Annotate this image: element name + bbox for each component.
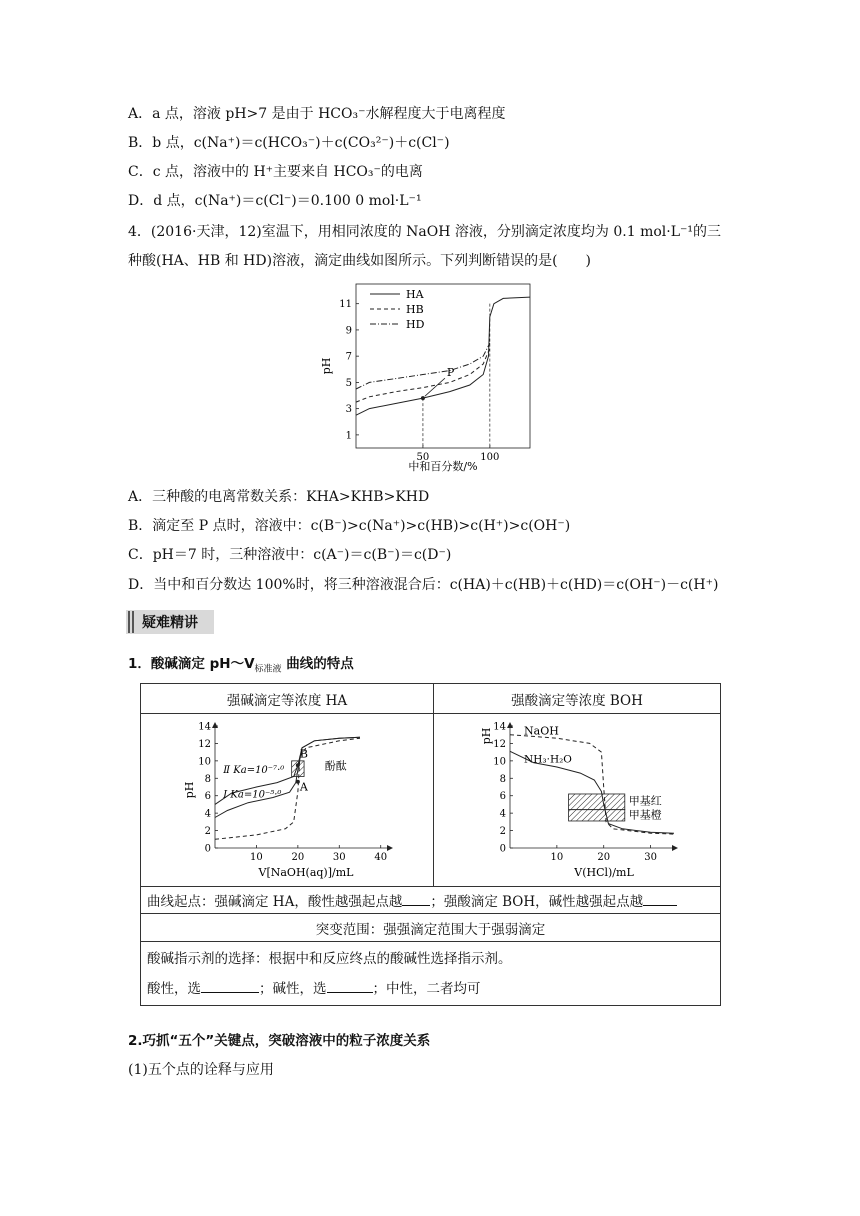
- y-tick-label: 2: [499, 826, 506, 838]
- x-arrow-icon: [387, 845, 393, 851]
- methyl-red-range: [569, 794, 625, 810]
- y-axis-label: pH: [320, 357, 333, 375]
- heading-3: (1)五个点的诠释与应用: [128, 1062, 274, 1078]
- x-arrow-icon: [672, 845, 678, 851]
- y-tick-label: 10: [493, 756, 506, 768]
- y-axis-label: pH: [480, 727, 493, 745]
- q3-option-c: C．c 点，溶液中的 H⁺主要来自 HCO₃⁻的电离: [128, 164, 423, 180]
- label-methyl-red: 甲基红: [628, 794, 662, 808]
- label-phenolphthalein: 酚酞: [324, 759, 347, 773]
- y-tick-label: 5: [345, 377, 352, 389]
- x-tick-label: 10: [550, 852, 564, 863]
- x-axis-label: V[NaOH(aq)]/mL: [258, 866, 354, 879]
- y-tick-label: 0: [499, 843, 506, 855]
- x-axis-label: 中和百分数/%: [408, 460, 478, 473]
- q4-stem-line2: 种酸(HA、HB 和 HD)溶液，滴定曲线如图所示。下列判断错误的是( ): [128, 253, 591, 269]
- y-tick-label: 2: [204, 826, 211, 838]
- table-row-start-point: 曲线起点：强碱滴定 HA，酸性越强起点越 ；强酸滴定 BOH，碱性越强起点越: [141, 887, 721, 914]
- x-tick-label: 40: [374, 852, 388, 863]
- y-tick-label: 14: [493, 721, 506, 733]
- heading-1: 1．酸碱滴定 $pH\sim V_{标准液}$ 曲线的特点: [128, 656, 354, 675]
- titration-features-table: [140, 683, 721, 1006]
- series-line-HB: [356, 348, 490, 402]
- q4-option-c: C．pH＝7 时，三种溶液中：c(A⁻)＝c(B⁻)＝c(D⁻): [128, 547, 452, 563]
- point-b: [296, 763, 300, 767]
- label-naoh: NaOH: [524, 724, 559, 738]
- y-arrow-icon: [212, 722, 218, 728]
- heading-2: 2.巧抓“五个”关键点，突破溶液中的粒子浓度关系: [128, 1033, 431, 1049]
- label-curve-i: Ⅰ Ka=10⁻⁵·⁰: [223, 789, 282, 801]
- q4-stem-line1: 4．(2016·天津，12)室温下，用相同浓度的 NaOH 溶液，分别滴定浓度均为 0.1 mol·L⁻¹的三: [128, 224, 722, 240]
- table-row-indicator: [141, 942, 721, 1006]
- table-head-right: 强酸滴定等浓度 BOH: [434, 684, 721, 714]
- y-tick-label: 1: [345, 430, 352, 442]
- y-tick-label: 0: [204, 843, 211, 855]
- legend-label: HD: [406, 318, 425, 331]
- x-tick-label: 30: [332, 852, 346, 863]
- x-tick-label: 10: [250, 852, 263, 863]
- q3-option-a: A．a 点，溶液 pH>7 是由于 HCO₃⁻水解程度大于电离程度: [128, 106, 506, 122]
- q3-option-d: D．d 点，c(Na⁺)＝c(Cl⁻)＝0.100 0 mol·L⁻¹: [128, 193, 422, 209]
- q4-option-d: D．当中和百分数达 100%时，将三种溶液混合后：c(HA)＋c(HB)＋c(HD)＝c(OH⁻)－c(H⁺): [128, 577, 719, 593]
- y-tick-label: 4: [499, 808, 506, 820]
- y-tick-label: 9: [345, 325, 352, 337]
- y-tick-label: 4: [204, 808, 211, 820]
- plot-frame: [356, 284, 530, 448]
- indicator-line-2: 酸性，选 ；碱性，选 ；中性，二者均可: [147, 974, 714, 1004]
- y-axis-label: pH: [183, 781, 196, 799]
- y-tick-label: 12: [198, 738, 211, 750]
- y-tick-label: 3: [345, 404, 352, 416]
- y-arrow-icon: [507, 722, 513, 728]
- legend-label: HA: [406, 288, 424, 301]
- titration-chart-ha-hb-hd: [318, 278, 540, 474]
- section-tag: [126, 610, 214, 634]
- y-tick-label: 8: [499, 773, 506, 785]
- label-a: A: [299, 780, 308, 794]
- table-head-left: 强碱滴定等浓度 HA: [141, 684, 434, 714]
- y-tick-label: 12: [493, 738, 506, 750]
- label-b: B: [299, 747, 309, 761]
- x-tick-label: 20: [597, 852, 611, 863]
- y-tick-label: 14: [198, 721, 211, 733]
- point-p-label: P: [446, 366, 455, 380]
- point-p: [421, 396, 425, 400]
- q4-option-a: A．三种酸的电离常数关系：KHA>KHB>KHD: [128, 489, 430, 505]
- legend-label: HB: [406, 303, 424, 316]
- y-tick-label: 6: [499, 791, 506, 803]
- y-tick-label: 11: [339, 299, 352, 311]
- y-tick-label: 6: [204, 791, 211, 803]
- q4-option-b: B．滴定至 P 点时，溶液中：c(B⁻)>c(Na⁺)>c(HB)>c(H⁺)>c(OH⁻): [128, 518, 571, 534]
- x-tick-label: 50: [416, 452, 430, 463]
- label-methyl-orange: 甲基橙: [628, 808, 662, 822]
- series-line-HA: [356, 297, 530, 415]
- indicator-line-1: 酸碱指示剂的选择：根据中和反应终点的酸碱性选择指示剂。: [147, 950, 512, 967]
- series-line-Ⅰ: [215, 737, 360, 817]
- x-axis-label: V(HCl)/mL: [574, 866, 634, 879]
- titration-chart-strong-base: [141, 714, 433, 882]
- section-title: 疑难精讲: [142, 615, 198, 631]
- y-tick-label: 10: [198, 756, 211, 768]
- label-nh3h2o: NH₃·H₂O: [524, 753, 572, 766]
- q3-option-b: B．b 点，c(Na⁺)＝c(HCO₃⁻)＋c(CO₃²⁻)＋c(Cl⁻): [128, 135, 450, 151]
- titration-chart-strong-acid: [434, 714, 720, 882]
- y-tick-label: 8: [204, 773, 211, 785]
- phenolphthalein-range: [292, 761, 304, 777]
- section-bars-icon: [128, 611, 134, 633]
- x-tick-label: 100: [480, 452, 500, 463]
- y-tick-label: 7: [345, 351, 352, 363]
- x-tick-label: 30: [644, 852, 657, 863]
- x-tick-label: 20: [291, 852, 305, 863]
- series-line-HD: [356, 343, 490, 389]
- table-row-jump-range: 突变范围：强强滴定范围大于强弱滴定: [141, 914, 721, 942]
- label-curve-ii: Ⅱ Ka=10⁻⁷·⁰: [223, 765, 285, 777]
- methyl-orange-range: [569, 810, 625, 821]
